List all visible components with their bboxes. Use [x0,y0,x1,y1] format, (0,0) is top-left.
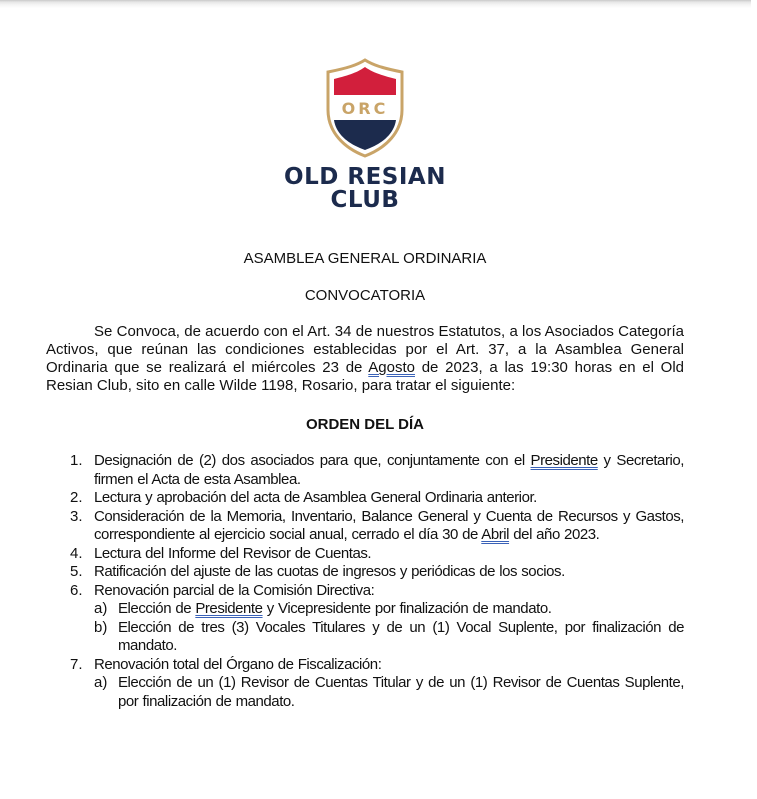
intro-paragraph [46,323,684,395]
item-number: 7. [70,655,83,673]
agenda-subitem-6a [94,600,684,619]
item-number: 4. [70,544,83,562]
subitem-text: Elección de un (1) Revisor de Cuentas Titular y de un (1) Revisor de Cuentas Suplente, por finalización de mandato. [118,674,684,710]
item-number: 5. [70,563,83,580]
agenda-item-1 [70,452,684,489]
item-number: 3. [70,507,83,525]
agenda-item-4 [70,545,684,564]
item-text [94,508,684,545]
agenda-item-2 [70,489,684,508]
subitem-text-before: Elección de [118,600,196,617]
item-text: Renovación parcial de la Comisión Directiva: [94,581,375,599]
club-name-line2: CLUB [330,187,400,213]
subitem-letter: a) [94,600,108,617]
subitem-letter: a) [94,674,108,691]
subitem-text-after: y Vicepresidente por finalización de mandato. [262,600,552,617]
item-text: Lectura y aprobación del acta de Asamblea General Ordinaria anterior. [94,489,537,506]
item-number: 1. [70,452,83,469]
item-number: 6. [70,581,83,599]
item-text-before: Designación de (2) dos asociados para que, conjuntamente con el [94,452,531,469]
agenda-subitem-6b [94,619,684,656]
item-number: 2. [70,489,83,506]
intro-text-part2: de 2023, a las 19:30 horas en el Old Resian Club, sito en calle Wilde 1198, Rosario, para tratar el siguiente: [46,359,684,394]
item-text-after: del año 2023. [509,526,600,543]
agenda-item-3 [70,508,684,545]
subitem-text [118,600,684,619]
agenda-list [70,452,684,711]
agenda-title: ORDEN DEL DÍA [305,416,425,433]
convocatoria-title: CONVOCATORIA [304,287,426,304]
shield-crest-icon [324,58,406,158]
agenda-item-6 [70,582,684,656]
assembly-title: ASAMBLEA GENERAL ORDINARIA [243,250,487,267]
item-text [94,452,684,489]
club-name-line1: OLD RESIAN [284,164,446,190]
item-text: Ratificación del ajuste de las cuotas de ingresos y periódicas de los socios. [94,563,565,580]
item-text-before: Consideración de la Memoria, Inventario, Balance General y Cuenta de Recursos y Gastos, correspondiente al ejercicio social anual, cerrado el día 30 de [94,507,684,543]
grammar-flagged-word[interactable]: Abril [481,526,510,543]
page-top-shadow [0,0,751,8]
agenda-item-5 [70,563,684,582]
subitem-text: Elección de tres (3) Vocales Titulares y de un (1) Vocal Suplente, por finalización de mandato. [118,618,684,654]
item-text: Renovación total del Órgano de Fiscalización: [94,655,382,673]
item-text: Lectura del Informe del Revisor de Cuentas. [94,544,372,562]
grammar-flagged-word[interactable]: Agosto [368,359,415,376]
item-text-after: y Secretario, firmen el Acta de esta Asamblea. [94,452,684,488]
agenda-subitem-7a [94,674,684,711]
club-logo [280,58,450,214]
shield-initials: ORC [341,99,389,118]
agenda-item-7 [70,656,684,712]
intro-text-part1: Se Convoca, de acuerdo con el Art. 34 de nuestros Estatutos, a los Asociados Categoría Activos, que reúnan las condiciones establecidas por el Art. 37, a la Asamblea General Ordinaria que se realizará el miércoles 23 de [46,323,684,376]
subitem-letter: b) [94,618,108,636]
grammar-flagged-word[interactable]: Presidente [530,452,598,469]
grammar-flagged-word[interactable]: Presidente [195,600,263,617]
